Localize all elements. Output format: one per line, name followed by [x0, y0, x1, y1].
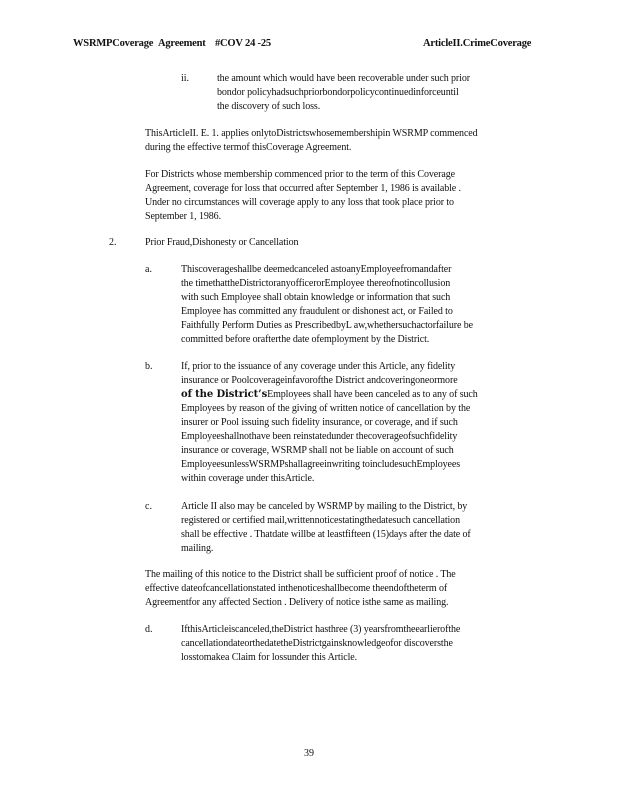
item-b-line: EmployeesunlessWSRMPshallagreeinwriting toincludesuchEmployees — [181, 459, 461, 470]
paragraph-line: during the effective termof thisCoverage Agreement. — [145, 142, 352, 153]
item-a-label: a. — [145, 264, 152, 275]
item-a-line: with such Employee shall obtain knowledge or information that such — [181, 292, 451, 303]
item-a-line: committed before orafterthe date ofemployment by the District. — [181, 334, 430, 345]
paragraph-line: September 1, 1986. — [145, 211, 221, 222]
header-right: ArticleII.CrimeCoverage — [423, 38, 532, 49]
item-ii-line: the amount which would have been recoverable under such prior — [217, 73, 470, 84]
item-d-line: IfthisArticleiscanceled,theDistrict hasthree (3) yearsfromtheearlierofthe — [181, 624, 461, 635]
paragraph-line: Under no circumstances will coverage apply to any loss that took place prior to — [145, 197, 454, 208]
item-a-line: Faithfully Perform Duties as PrescribedbyL aw,whethersuchactorfailure be — [181, 320, 473, 331]
section-title: Prior Fraud,Dishonesty or Cancellation — [145, 237, 299, 248]
header-agreement: Agreement — [158, 38, 206, 49]
item-b-line: Employees by reason of the giving of written notice of cancellation by the — [181, 403, 471, 414]
item-b-line — [181, 388, 478, 402]
section-number: 2. — [109, 237, 117, 248]
paragraph-line: effective dateofcancellationstated inthenoticeshallbecome theendoftheterm of — [145, 583, 448, 594]
header-number: #COV 24 -25 — [215, 38, 271, 49]
paragraph-line: For Districts whose membership commenced prior to the term of this Coverage — [145, 169, 455, 180]
item-d-line: cancellationdateorthedatetheDistrictgainsknowledgeofor discoversthe — [181, 638, 453, 649]
item-c-line: registered or certified mail,writtennoticestatingthedatesuch cancellation — [181, 515, 460, 526]
item-d-label: d. — [145, 624, 153, 635]
paragraph-line: Agreement, coverage for loss that occurred after September 1, 1986 is available . — [145, 183, 461, 194]
page-number: 39 — [304, 748, 314, 759]
item-b-label: b. — [145, 361, 153, 372]
item-c-line: shall be effective . Thatdate willbe at leastfifteen (15)days after the date of — [181, 529, 471, 540]
paragraph-line: The mailing of this notice to the District shall be sufficient proof of notice . The — [145, 569, 456, 580]
item-b-line-rest: Employees shall have been canceled as to any of such — [267, 389, 478, 400]
item-a-line: the timethattheDistrictoranyofficerorEmployee thereofnotincollusion — [181, 278, 451, 289]
item-ii-line: bondor policyhadsuchpriorbondorpolicycontinuedinforceuntil — [217, 87, 459, 98]
item-b-line: If, prior to the issuance of any coverage under this Article, any fidelity — [181, 361, 456, 372]
item-ii-label: ii. — [181, 73, 190, 84]
item-b-line: insurance or Poolcoverageinfavorofthe District andcoveringoneormore — [181, 375, 458, 386]
item-c-line: Article II also may be canceled by WSRMP by mailing to the District, by — [181, 501, 468, 512]
item-ii-line: the discovery of such loss. — [217, 101, 321, 112]
item-d-line: losstomakea Claim for lossunder this Article. — [181, 652, 358, 663]
item-a-line: Employee has committed any fraudulent or dishonest act, or Failed to — [181, 306, 453, 317]
item-c-label: c. — [145, 501, 152, 512]
header-left: WSRMPCoverage — [73, 38, 154, 49]
item-b-line: insurer or Pool issuing such fidelity insurance, or coverage, and if such — [181, 417, 458, 428]
item-a-line: Thiscoverageshallbe deemedcanceled astoanyEmployeefromandafter — [181, 264, 452, 275]
item-b-line: Employeeshallnothave been reinstatedunder thecoverageofsuchfidelity — [181, 431, 458, 442]
bold-phrase: of the District’s — [181, 389, 268, 400]
item-b-line: within coverage under thisArticle. — [181, 473, 315, 484]
item-c-line: mailing. — [181, 543, 214, 554]
item-b-line: insurance or coverage, WSRMP shall not be liable on account of such — [181, 445, 454, 456]
paragraph-line: ThisArticleII. E. 1. applies onlytoDistrictswhosemembershipin WSRMP commenced — [145, 128, 478, 139]
paragraph-line: Agreementfor any affected Section . Delivery of notice isthe same as mailing. — [145, 597, 449, 608]
